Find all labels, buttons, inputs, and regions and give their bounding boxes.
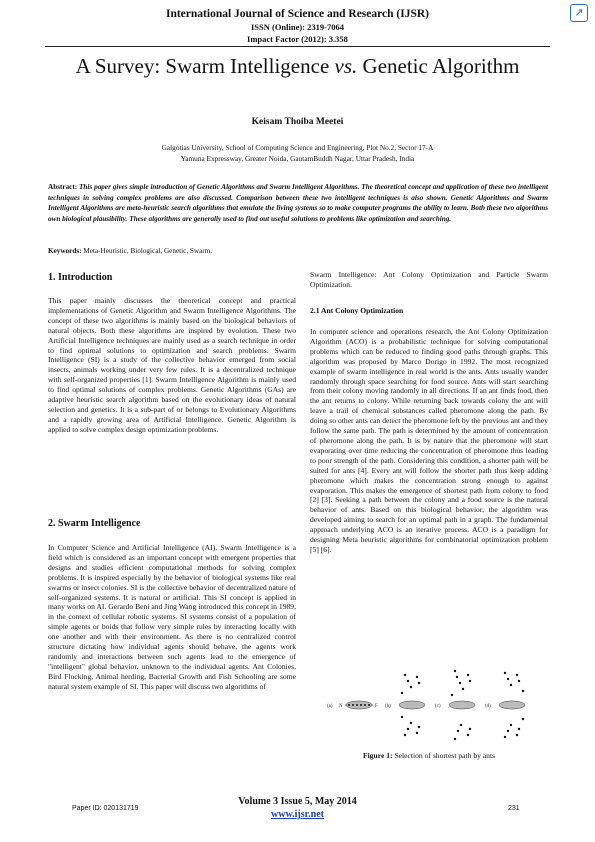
figure-label-c: (c)	[435, 704, 441, 709]
footer-page-number: 231	[508, 805, 520, 812]
journal-impact-factor: Impact Factor (2012): 3.358	[247, 34, 348, 44]
figure-label-b: (b)	[385, 704, 391, 709]
header-rule	[45, 46, 550, 47]
figure-panel-d	[499, 672, 525, 738]
abstract	[48, 182, 548, 224]
title-vs: vs.	[334, 54, 358, 78]
keywords-text: Meta-Heuristic, Biological, Genetic, Swarm.	[83, 247, 213, 255]
figure-ant-paths	[327, 665, 537, 747]
figure-panel-c	[449, 670, 475, 740]
section-2-continuation: Swarm Intelligence: Ant Colony Optimization and Particle Swarm Optimization.	[310, 270, 548, 289]
figure-label-a: (a)	[327, 704, 333, 709]
pdf-link-icon[interactable]: ↗	[570, 4, 588, 22]
figure-caption-text: Selection of shortest path by ants	[392, 751, 496, 760]
footer-paper-id: Paper ID: 020131719	[72, 805, 139, 812]
section-2-1-heading: 2.1 Ant Colony Optimization	[310, 306, 404, 315]
section-1-heading: 1. Introduction	[48, 272, 113, 283]
figure-panel-b	[399, 674, 425, 736]
affiliation-line-1: Galgotias University, School of Computing Science and Engineering, Plot No.2, Sector 17-A	[161, 143, 434, 152]
figure-caption-label: Figure 1:	[362, 751, 393, 760]
title-part-2: Genetic Algorithm	[357, 54, 520, 78]
footer-website-link[interactable]: www.ijsr.net	[271, 809, 324, 820]
paper-title	[60, 54, 535, 78]
abstract-text: This paper gives simple introduction of Genetic Algorithms and Swarm Intelligent Algorithms. The theoretical concept and application of these two intelligent techniques in solving complex problems are also discussed. Comparison between these two intelligent techniques is also shown. Genetic Algorithms and Swarm Intelligent Algorithms are meta-heuristic search algorithms that emulate the living systems so to make computer programs the ability to learn. Both these two algorithms own biological plausibility. These algorithms are generally used to find out useful solutions to problems like optimization and searching.	[48, 183, 548, 223]
affiliation-line-2: Yamuna Expressway, Greater Noida, GautamBuddh Nagar, Uttar Pradesh, India	[180, 154, 415, 163]
author-name: Keisam Thoiba Meetei	[251, 117, 344, 127]
section-2-heading: 2. Swarm Intelligence	[48, 518, 141, 529]
section-2-paragraph: In Computer Science and Artificial Intelligence (AI), Swarm Intelligence is a field which is considered as an important concept with emergent properties that designs and studies efficient computational methods for solving complex problems. It is inspired especially by the behavior of biological systems like real swarms or insect colonies. SI is the collective behavior of decentralized nature of self-organized systems. It is natural or artificial. This SI concept is applied in many works on AI. Gerardo Beni and Jing Wang introduced this concept in 1989, in the context of cellular robotic systems. SI systems consist of a population of simple agents or boids that follow very simple rules by interacting locally with one another and with their environment. As there is no centralized control structure dictating how individual agents should behave, the agents work randomly and interactions between such agents lead to the emergence of "intelligent" global behavior, unknown to the individual agents. Ant Colonies, Bird Flocking, Animal herding, Bacterial Growth and Fish Schooling are some natural system example of SI. This paper will discuss two algorithms of	[48, 543, 296, 691]
title-part-1: A Survey: Swarm Intelligence	[75, 54, 335, 78]
section-1-paragraph: This paper mainly discusses the theoretical concept and practical implementations of Genetic Algorithm and Swarm Intelligence Algorithms. The concept of these two algorithms is mainly based on the biological behaviors of natural objects. Both these algorithms are inspired by evolution. These two Artificial Intelligence techniques are mainly used as a search technique in order to find optimal solutions to optimization and search problems. Swarm Intelligence (SI) is a study of the collective behavior emerged from social insects, animals working under very few rules. It is a decentralized technique with self-organized properties [1]. Swarm Intelligence Algorithm is mainly used to find optimal solutions of complex problems. Genetic Algorithms (GAs) are adaptive heuristic search algorithm based on the evolutionary ideas of natural selection and genetics. It is a sub-part of or belongs to Evolutionary Algorithms and a rapidly growing area of Artificial Intelligence. Genetic Algorithm is applied to solve complex design optimization problems.	[48, 296, 296, 434]
footer-volume: Volume 3 Issue 5, May 2014	[238, 796, 357, 807]
figure-label-d: (d)	[485, 704, 491, 709]
journal-issn: ISSN (Online): 2319-7064	[250, 22, 345, 32]
figure-caption	[310, 751, 548, 760]
figure-panel-a	[345, 701, 373, 709]
abstract-label: Abstract:	[48, 183, 78, 191]
keywords-label: Keywords:	[48, 247, 82, 255]
figure-food-label: F	[375, 704, 378, 709]
journal-name: International Journal of Science and Research (IJSR)	[165, 8, 429, 20]
figure-nest-label: N	[339, 704, 343, 709]
section-2-1-paragraph: In computer science and operations research, the Ant Colony Optimization Algorithm (ACO) is a probabilistic technique for solving computational problems which can be reduced to finding good paths through graphs. This algorithm was proposed by Marco Dorigo in 1992. The most recognized example of swarm intelligence in real world is the ants. Ants usually wander randomly through space searching for food source. Ants will start searching from their colony moving randomly in all directions. If an ant finds food, then the ant returns to colony. While returning back towards colony the ant will leave a trail of chemical substances called pheromone along the path. By doing so other ants can detect the pheromone left by the previous ant and they follow the same path. The path is determined by the amount of concentration of pheromone along the path. It is by nature that the pheromone will start evaporating over time reducing the concentration of pheromone thus leading to poor strength of the path. Considering this condition, a shorter path will be suited for ants [4]. Every ant will follow the shorter path thus keep adding pheromone which makes the concentration strong enough to against evaporation. This makes the emergence of shortest path from colony to food [2] [3]. Seeking a path between the colony and a food source is the natural behavior of ants. Based on this biological behavior, the algorithm was developed aiming to search for an optimal path in a graph. The fundamental approach underlying ACO is an iterative process. ACO is a paradigm for designing Meta heuristic algorithms for combinatorial optimization problem [5] [6].	[310, 327, 548, 554]
keywords	[48, 247, 548, 255]
